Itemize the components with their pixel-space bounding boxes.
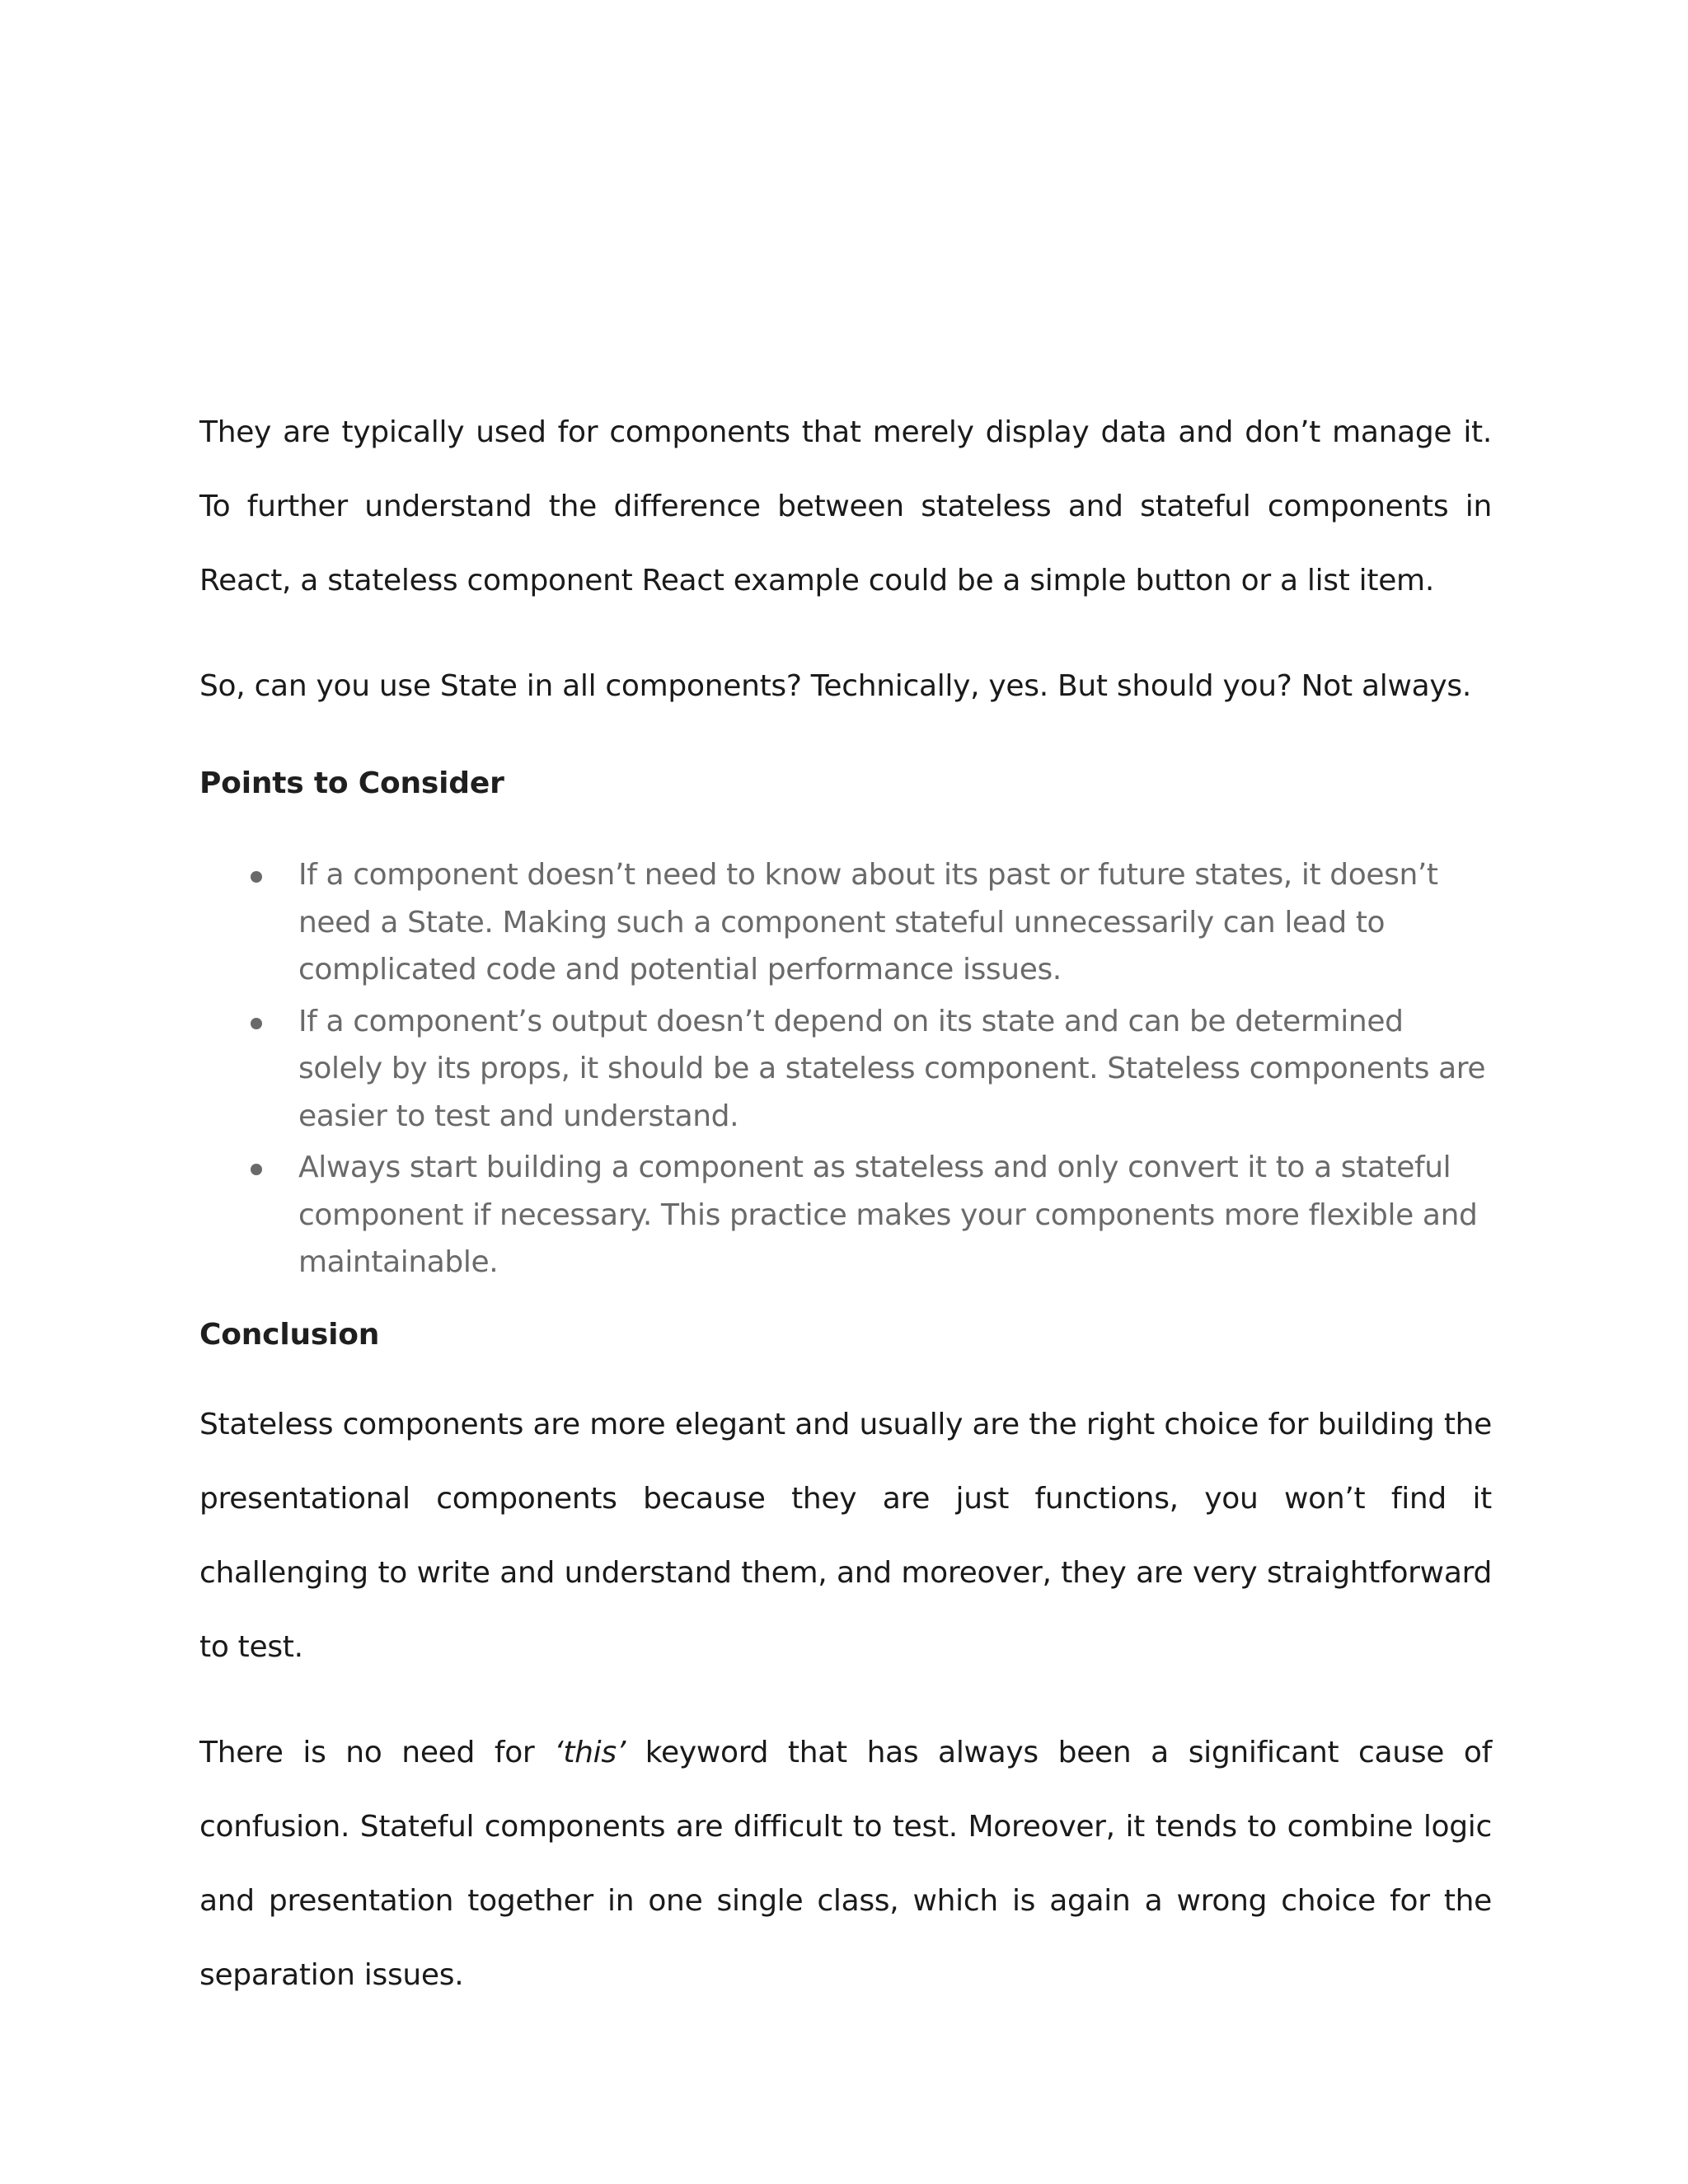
heading-conclusion: Conclusion — [199, 1317, 380, 1352]
paragraph-text-end: keyword that has always been a significant cause of confusion. Stateful components are difficult to test. Moreover, it tends to combine logic and presentation together in one single class, which is again a wrong choice for the separation issues. — [199, 1735, 1492, 1992]
paragraph-this-keyword — [199, 1716, 1492, 2013]
paragraph-question: So, can you use State in all components? Technically, yes. But should you? Not always. — [199, 669, 1471, 703]
list-item — [199, 1144, 1492, 1286]
bullet-dot-icon — [251, 871, 262, 883]
points-list — [199, 851, 1492, 1286]
list-item — [199, 998, 1492, 1141]
paragraph-conclusion: Stateless components are more elegant and usually are the right choice for building the presentational components because they are just functions, you won’t find it challenging to write and understand them, and moreover, they are very straightforward to test. — [199, 1407, 1492, 1664]
document-body — [199, 396, 1492, 2013]
list-item-text: If a component doesn’t need to know about its past or future states, it doesn’t need a State. Making such a component stateful unnecessarily can lead to complicated code and potential performance issues. — [298, 858, 1438, 987]
list-item-text: Always start building a component as stateless and only convert it to a stateful component if necessary. This practice makes your components more flexible and maintainable. — [298, 1151, 1478, 1279]
paragraph-text-start: There is no need for — [199, 1735, 555, 1769]
bullet-dot-icon — [251, 1018, 262, 1029]
this-keyword-emphasis: ‘this’ — [554, 1735, 626, 1769]
paragraph-intro: They are typically used for components that merely display data and don’t manage it. To further understand the difference between stateless and stateful components in React, a stateless component React example could be a simple button or a list item. — [199, 415, 1492, 598]
list-item — [199, 851, 1492, 994]
heading-points-to-consider: Points to Consider — [199, 766, 504, 800]
list-item-text: If a component’s output doesn’t depend on its state and can be determined solely by its props, it should be a stateless component. Stateless components are easier to test and understand. — [298, 1004, 1486, 1133]
bullet-dot-icon — [251, 1164, 262, 1175]
